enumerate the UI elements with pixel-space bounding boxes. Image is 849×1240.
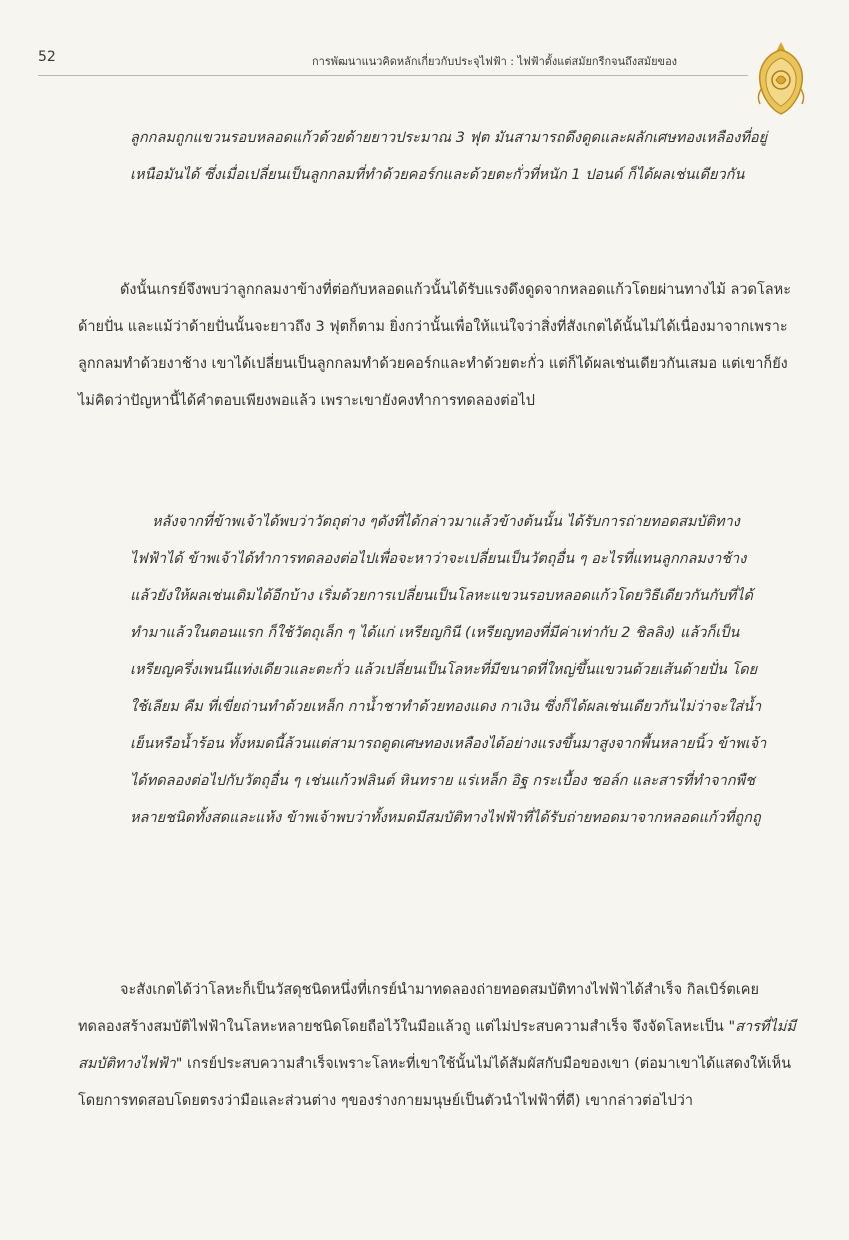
quote-text-2: หลังจากที่ข้าพเจ้าได้พบว่าวัตถุต่าง ๆดังที่ได้กล่าวมาแล้วข้างต้นนั้น ได้รับการถ่ายทอดสมบัติทางไฟฟ้าได้ ข้าพเจ้าได้ทำการทดลองต่อไปเพื่อจะหาว่าจะเปลี่ยนเป็นวัตถุอื่น ๆ อะไรที่แทนลูกกลมงาช้างแล้วยังให้ผลเช่นเดิมได้อีกบ้าง เริ่มด้วยการเปลี่ยนเป็นโลหะแขวนรอบหลอดแก้วโดยวิธีเดียวกันกับที่ได้ทำมาแล้วในตอนแรก ก็ใช้วัตถุเล็ก ๆ ได้แก่ เหรียญกินี (เหรียญทองที่มีค่าเท่ากับ 2 ชิลลิง) แล้วก็เป็นเหรียญครึ่งเพนนีแท่งเดียวและตะกั่ว แล้วเปลี่ยนเป็นโลหะที่มีขนาดที่ใหญ่ขึ้นแขวนด้วยเส้นด้ายปั่น โดยใช้เลียม คีม ที่เขี่ยถ่านทำด้วยเหล็ก กาน้ำชาทำด้วยทองแดง กาเงิน ซึ่งก็ได้ผลเช่นเดียวกันไม่ว่าจะใส่น้ำเย็นหรือน้ำร้อน ทั้งหมดนี้ล้วนแต่สามารถดูดเศษทองเหลืองได้อย่างแรงขึ้นมาสูงจากพื้นหลายนิ้ว ข้าพเจ้าได้ทดลองต่อไปกับวัตถุอื่น ๆ เช่นแก้วฟลินต์ หินทราย แร่เหล็ก อิฐ กระเบื้อง ชอล์ก และสารที่ทำจากพืชหลายชนิดทั้งสดและแห้ง ข้าพเจ้าพบว่าทั้งหมดมีสมบัติทางไฟฟ้าที่ได้รับถ่ายทอดมาจากหลอดแก้วที่ถูกถู — [130, 514, 767, 826]
running-header: การพัฒนาแนวคิดหลักเกี่ยวกับประจุไฟฟ้า : ไฟฟ้าตั้งแต่สมัยกรีกจนถึงสมัยของ — [312, 55, 678, 68]
body-paragraph-1 — [78, 272, 798, 420]
quote-text-1: ลูกกลมถูกแขวนรอบหลอดแก้วด้วยด้ายยาวประมาณ 3 ฟุต มันสามารถดึงดูดและผลักเศษทองเหลืองที่อยู่เหนือมันได้ ซึ่งเมื่อเปลี่ยนเป็นลูกกลมที่ทำด้วยคอร์กและด้วยตะกั่วที่หนัก 1 ปอนด์ ก็ได้ผลเช่นเดียวกัน — [130, 130, 768, 183]
quote-block-2 — [130, 504, 770, 837]
header-divider — [38, 75, 748, 76]
royal-emblem-icon — [752, 40, 810, 116]
body-paragraph-2 — [78, 972, 798, 1120]
page-number: 52 — [38, 49, 56, 65]
paragraph-2-text-a: จะสังเกตได้ว่าโลหะก็เป็นวัสดุชนิดหนึ่งที่เกรย์นำมาทดลองถ่ายทอดสมบัติทางไฟฟ้าได้สำเร็จ กิลเบิร์ตเคยทดลองสร้างสมบัติไฟฟ้าในโลหะหลายชนิดโดยถือไว้ในมือแล้วถู แต่ไม่ประสบความสำเร็จ จึงจัดโลหะเป็น — [78, 982, 759, 1035]
paragraph-text-2 — [78, 972, 798, 1120]
paragraph-2-text-b: เกรย์ประสบความสำเร็จเพราะโลหะที่เขาใช้นั้นไม่ได้สัมผัสกับมือของเขา (ต่อมาเขาได้แสดงให้เห็น โดยการทดสอบโดยตรงว่ามือและส่วนต่าง ๆของร่างกายมนุษย์เป็นตัวนำไฟฟ้าที่ดี) เขากล่าวต่อไปว่า — [78, 1056, 792, 1109]
paragraph-2-emphasis: "สารที่ไม่มีสมบัติทางไฟฟ้า" — [78, 1019, 796, 1072]
paragraph-text-1: ดังนั้นเกรย์จึงพบว่าลูกกลมงาข้างที่ต่อกับหลอดแก้วนั้นได้รับแรงดึงดูดจากหลอดแก้วโดยผ่านทางไม้ ลวดโลหะ ด้ายปั่น และแม้ว่าด้ายปั่นนั้นจะยาวถึง 3 ฟุตก็ตาม ยิ่งกว่านั้นเพื่อให้แน่ใจว่าสิ่งที่สังเกตได้นั้นไม่ได้เนื่องมาจากเพราะลูกกลมทำด้วยงาช้าง เขาได้เปลี่ยนเป็นลูกกลมทำด้วยคอร์กและทำด้วยตะกั่ว แต่ก็ได้ผลเช่นเดียวกันเสมอ แต่เขาก็ยังไม่คิดว่าปัญหานี้ได้คำตอบเพียงพอแล้ว เพราะเขายังคงทำการทดลองต่อไป — [78, 282, 791, 409]
quote-block-1 — [130, 120, 770, 194]
